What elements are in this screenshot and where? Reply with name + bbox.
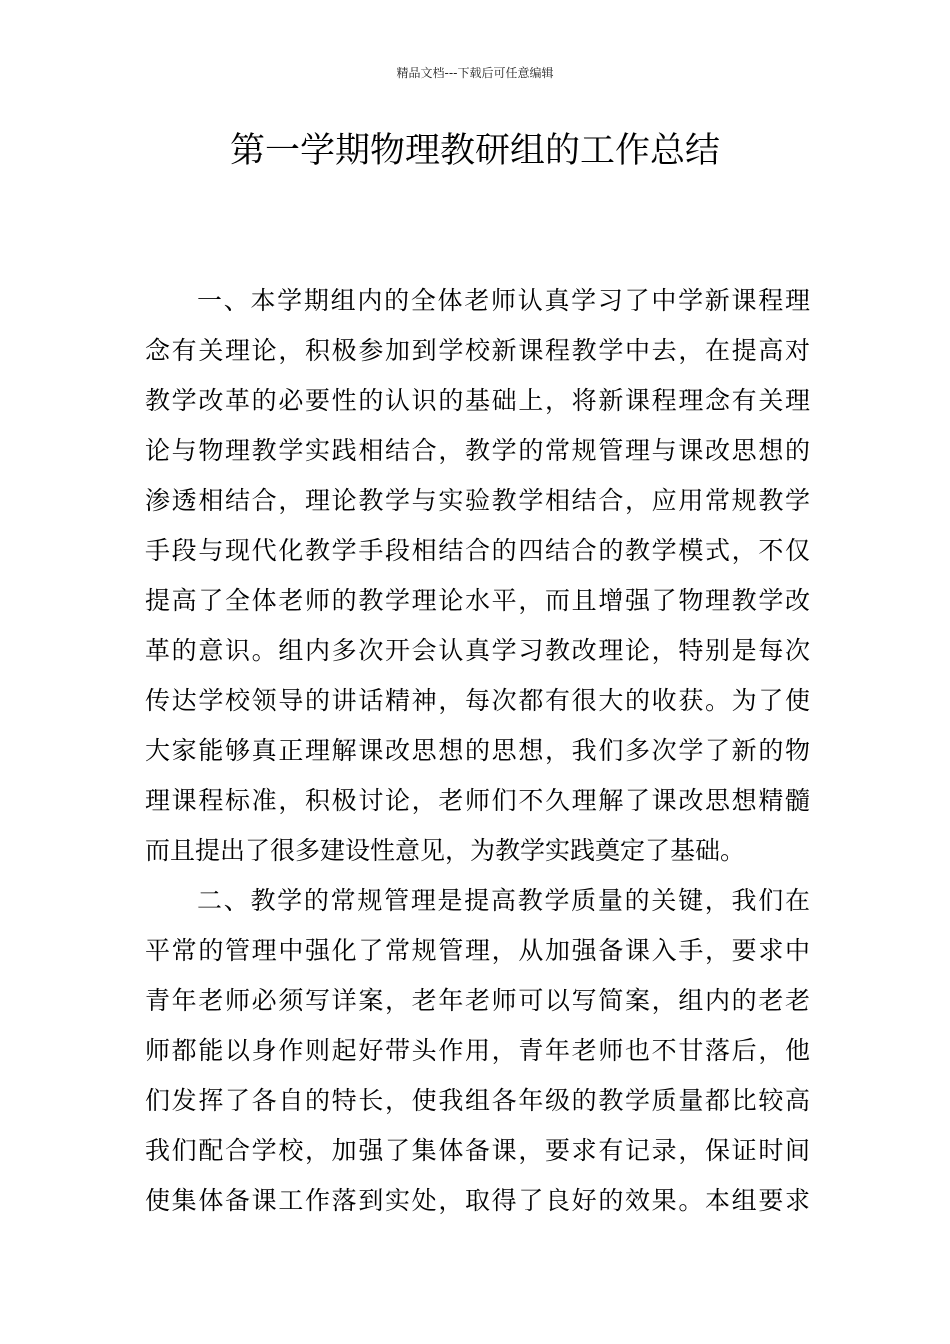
paragraph-2-line-2: 平常的管理中强化了常规管理，从加强备课入手，要求中: [145, 936, 810, 965]
document-title: 第一学期物理教研组的工作总结: [229, 131, 720, 171]
paragraph-2-line-7: 使集体备课工作落到实处，取得了良好的效果。本组要求: [145, 1186, 810, 1215]
paragraph-2-line-6: 我们配合学校，加强了集体备课，要求有记录，保证时间: [145, 1136, 810, 1165]
paragraph-2-line-5: 们发挥了各自的特长，使我组各年级的教学质量都比较高: [145, 1086, 810, 1115]
document-body: [145, 276, 810, 1226]
paragraph-1-line-8: 革的意识。组内多次开会认真学习教改理论，特别是每次: [145, 636, 810, 665]
header-note: 精品文档---下载后可任意编辑: [396, 66, 554, 80]
paragraph-1-line-10: 大家能够真正理解课改思想的思想，我们多次学了新的物: [145, 736, 810, 765]
paragraph-2-line-1: 二、教学的常规管理是提高教学质量的关键，我们在: [197, 886, 810, 915]
paragraph-1-line-6: 手段与现代化教学手段相结合的四结合的教学模式，不仅: [145, 536, 810, 565]
paragraph-2-line-3: 青年老师必须写详案，老年老师可以写简案，组内的老老: [145, 986, 810, 1015]
paragraph-2-line-4: 师都能以身作则起好带头作用，青年老师也不甘落后，他: [145, 1036, 810, 1065]
paragraph-1-line-9: 传达学校领导的讲话精神，每次都有很大的收获。为了使: [145, 686, 810, 715]
paragraph-1-line-1: 一、本学期组内的全体老师认真学习了中学新课程理: [197, 286, 810, 315]
paragraph-1-line-5: 渗透相结合，理论教学与实验教学相结合，应用常规教学: [145, 486, 810, 515]
paragraph-1-line-2: 念有关理论，积极参加到学校新课程教学中去，在提高对: [145, 336, 810, 365]
paragraph-1-line-12: 而且提出了很多建设性意见，为教学实践奠定了基础。: [145, 836, 746, 865]
paragraph-1-line-7: 提高了全体老师的教学理论水平，而且增强了物理教学改: [145, 586, 810, 615]
paragraph-1-line-3: 教学改革的必要性的认识的基础上，将新课程理念有关理: [145, 386, 810, 415]
paragraph-1-line-4: 论与物理教学实践相结合，教学的常规管理与课改思想的: [145, 436, 810, 465]
paragraph-1-line-11: 理课程标准，积极讨论，老师们不久理解了课改思想精髓: [145, 786, 810, 815]
